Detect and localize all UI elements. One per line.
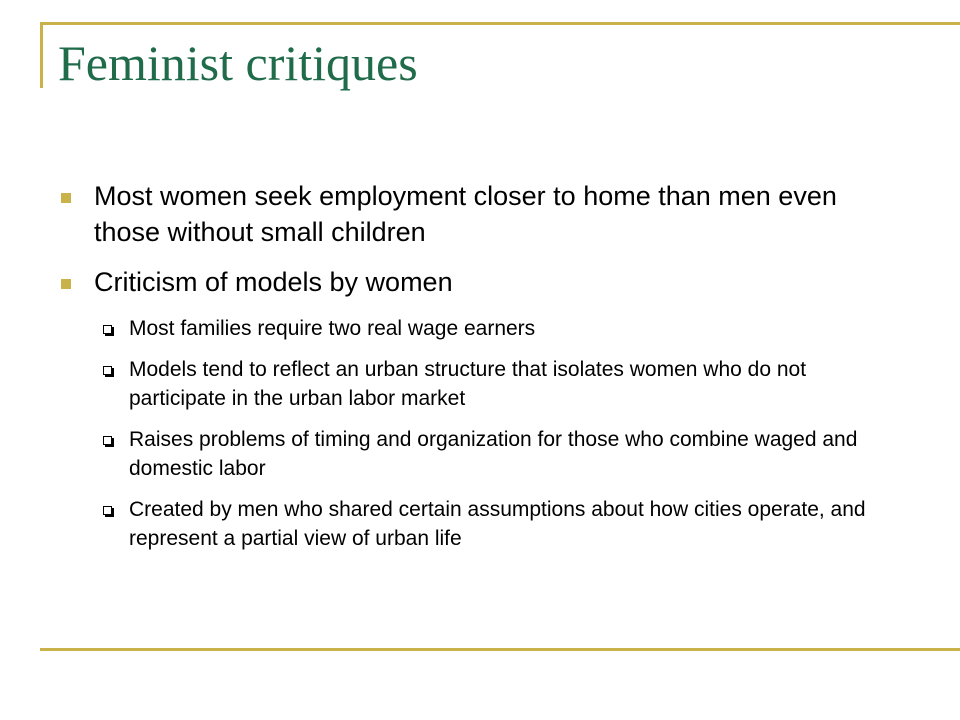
slide-title: Feminist critiques (58, 35, 418, 91)
sub-bullet-item (94, 314, 898, 343)
bullet-item (58, 264, 898, 300)
sub-bullet-item (94, 355, 898, 413)
sub-bullet-text: Models tend to reflect an urban structure that isolates women who do not participate in the urban labor market (129, 358, 807, 410)
sub-bullet-item (94, 425, 898, 483)
bullet-item (58, 178, 898, 250)
hollow-square-bullet-icon (103, 506, 112, 515)
top-accent-rule (40, 22, 960, 25)
bottom-accent-rule (40, 648, 960, 651)
bullet-text: Criticism of models by women (94, 267, 453, 297)
hollow-square-bullet-icon (103, 436, 112, 445)
sub-bullet-text: Raises problems of timing and organization for those who combine waged and domestic labor (129, 428, 858, 480)
square-bullet-icon (61, 279, 71, 289)
left-accent-rule (40, 22, 43, 88)
square-bullet-icon (61, 193, 71, 203)
sub-bullet-text: Most families require two real wage earners (129, 317, 536, 340)
bullet-text: Most women seek employment closer to home than men even those without small children (94, 181, 837, 247)
sub-bullet-text: Created by men who shared certain assumptions about how cities operate, and represent a partial view of urban life (129, 498, 866, 550)
hollow-square-bullet-icon (103, 325, 112, 334)
hollow-square-bullet-icon (103, 366, 112, 375)
sub-bullet-item (94, 495, 898, 553)
slide-body (58, 178, 898, 565)
